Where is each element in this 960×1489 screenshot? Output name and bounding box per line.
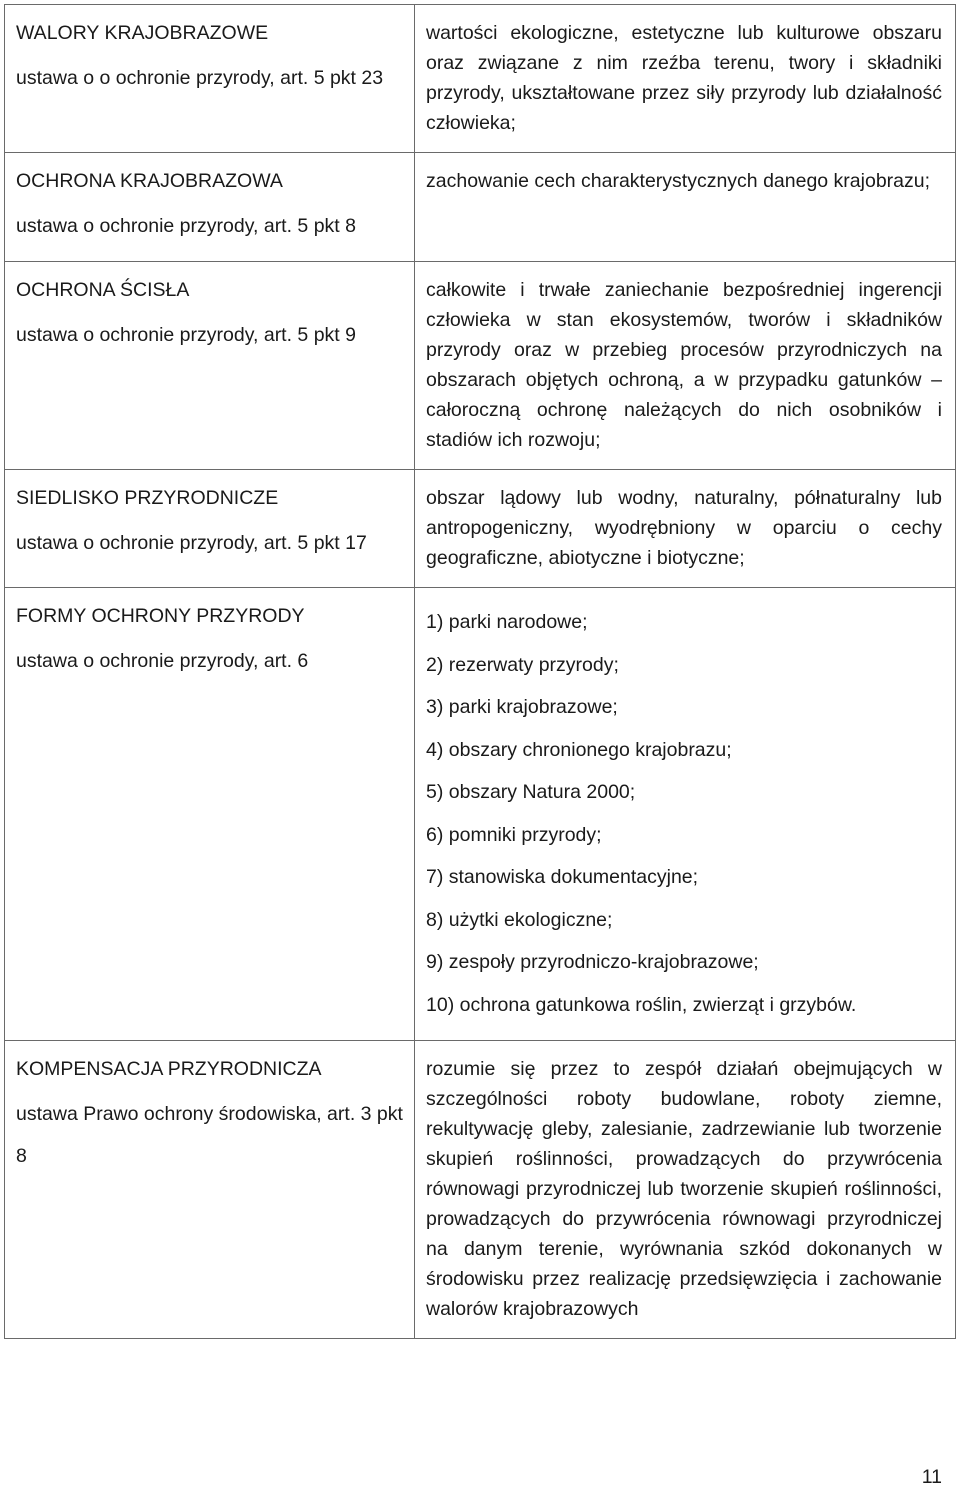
term-source: ustawa o ochronie przyrody, art. 6	[16, 650, 309, 672]
term-cell	[5, 262, 415, 470]
list-item: 10) ochrona gatunkowa roślin, zwierząt i grzybów.	[426, 993, 857, 1016]
table-row	[5, 470, 956, 588]
term-title: OCHRONA ŚCISŁA	[16, 279, 190, 301]
list-item: 9) zespoły przyrodniczo-krajobrazowe;	[426, 951, 759, 973]
definition-cell	[415, 470, 956, 588]
protection-forms-list	[426, 601, 942, 1026]
list-item: 1) parki narodowe;	[426, 611, 588, 633]
term-cell	[5, 153, 415, 262]
list-item: 7) stanowiska dokumentacyjne;	[426, 866, 699, 888]
term-title: OCHRONA KRAJOBRAZOWA	[16, 170, 283, 192]
term-title: SIEDLISKO PRZYRODNICZE	[16, 487, 279, 509]
table-row	[5, 588, 956, 1041]
definition-text: zachowanie cech charakterystycznych danego krajobrazu;	[426, 170, 931, 192]
definition-text: wartości ekologiczne, estetyczne lub kulturowe obszaru oraz związane z nim rzeźba terenu, twory i składniki przyrody, ukształtowane przez siły przyrody lub działalność człowieka;	[426, 22, 942, 134]
term-title: FORMY OCHRONY PRZYRODY	[16, 605, 305, 627]
page-number: 11	[921, 1466, 942, 1488]
table-row	[5, 1041, 956, 1339]
definition-text: całkowite i trwałe zaniechanie bezpośredniej ingerencji człowieka w stan ekosystemów, tworów i składników przyrody oraz w przebieg procesów przyrodniczych na obszarach objętych ochroną, a w przypadku gatunków – całoroczną ochronę należących do nich osobników i stadiów ich rozwoju;	[426, 279, 942, 451]
definition-cell	[415, 153, 956, 262]
term-source: ustawa o ochronie przyrody, art. 5 pkt 9	[16, 324, 356, 346]
list-item: 8) użytki ekologiczne;	[426, 908, 613, 931]
term-cell	[5, 5, 415, 153]
table-row	[5, 262, 956, 470]
definition-cell	[415, 588, 956, 1041]
definition-cell	[415, 5, 956, 153]
term-title: KOMPENSACJA PRZYRODNICZA	[16, 1058, 322, 1080]
list-item: 5) obszary Natura 2000;	[426, 781, 636, 803]
term-source: ustawa o ochronie przyrody, art. 5 pkt 8	[16, 215, 356, 237]
list-item: 2) rezerwaty przyrody;	[426, 653, 619, 676]
list-item: 3) parki krajobrazowe;	[426, 696, 618, 718]
definition-cell	[415, 1041, 956, 1339]
term-source: ustawa o ochronie przyrody, art. 5 pkt 17	[16, 532, 367, 554]
term-source: ustawa Prawo ochrony środowiska, art. 3 pkt 8	[16, 1103, 403, 1167]
definition-text: obszar lądowy lub wodny, naturalny, półnaturalny lub antropogeniczny, wyodrębniony w oparciu o cechy geograficzne, abiotyczne i biotyczne;	[426, 487, 942, 569]
definition-cell	[415, 262, 956, 470]
term-source: ustawa o o ochronie przyrody, art. 5 pkt 23	[16, 67, 384, 89]
table-row	[5, 153, 956, 262]
table-row	[5, 5, 956, 153]
term-cell	[5, 1041, 415, 1339]
list-item: 4) obszary chronionego krajobrazu;	[426, 738, 732, 761]
definitions-table	[4, 4, 956, 1339]
term-title: WALORY KRAJOBRAZOWE	[16, 22, 269, 44]
list-item: 6) pomniki przyrody;	[426, 823, 602, 846]
term-cell	[5, 588, 415, 1041]
definition-text: rozumie się przez to zespół działań obejmujących w szczególności roboty budowlane, roboty ziemne, rekultywację gleby, zalesianie, zadrzewianie lub tworzenie skupień roślinności, prowadzących do przywrócenia równowagi przyrodniczej lub tworzenie skupień roślinności, prowadzących do przywrócenia równowagi przyrodniczej na danym terenie, wyrównania szkód dokonanych w środowisku przez realizację przedsięwzięcia i zachowanie walorów krajobrazowych	[426, 1058, 942, 1320]
term-cell	[5, 470, 415, 588]
